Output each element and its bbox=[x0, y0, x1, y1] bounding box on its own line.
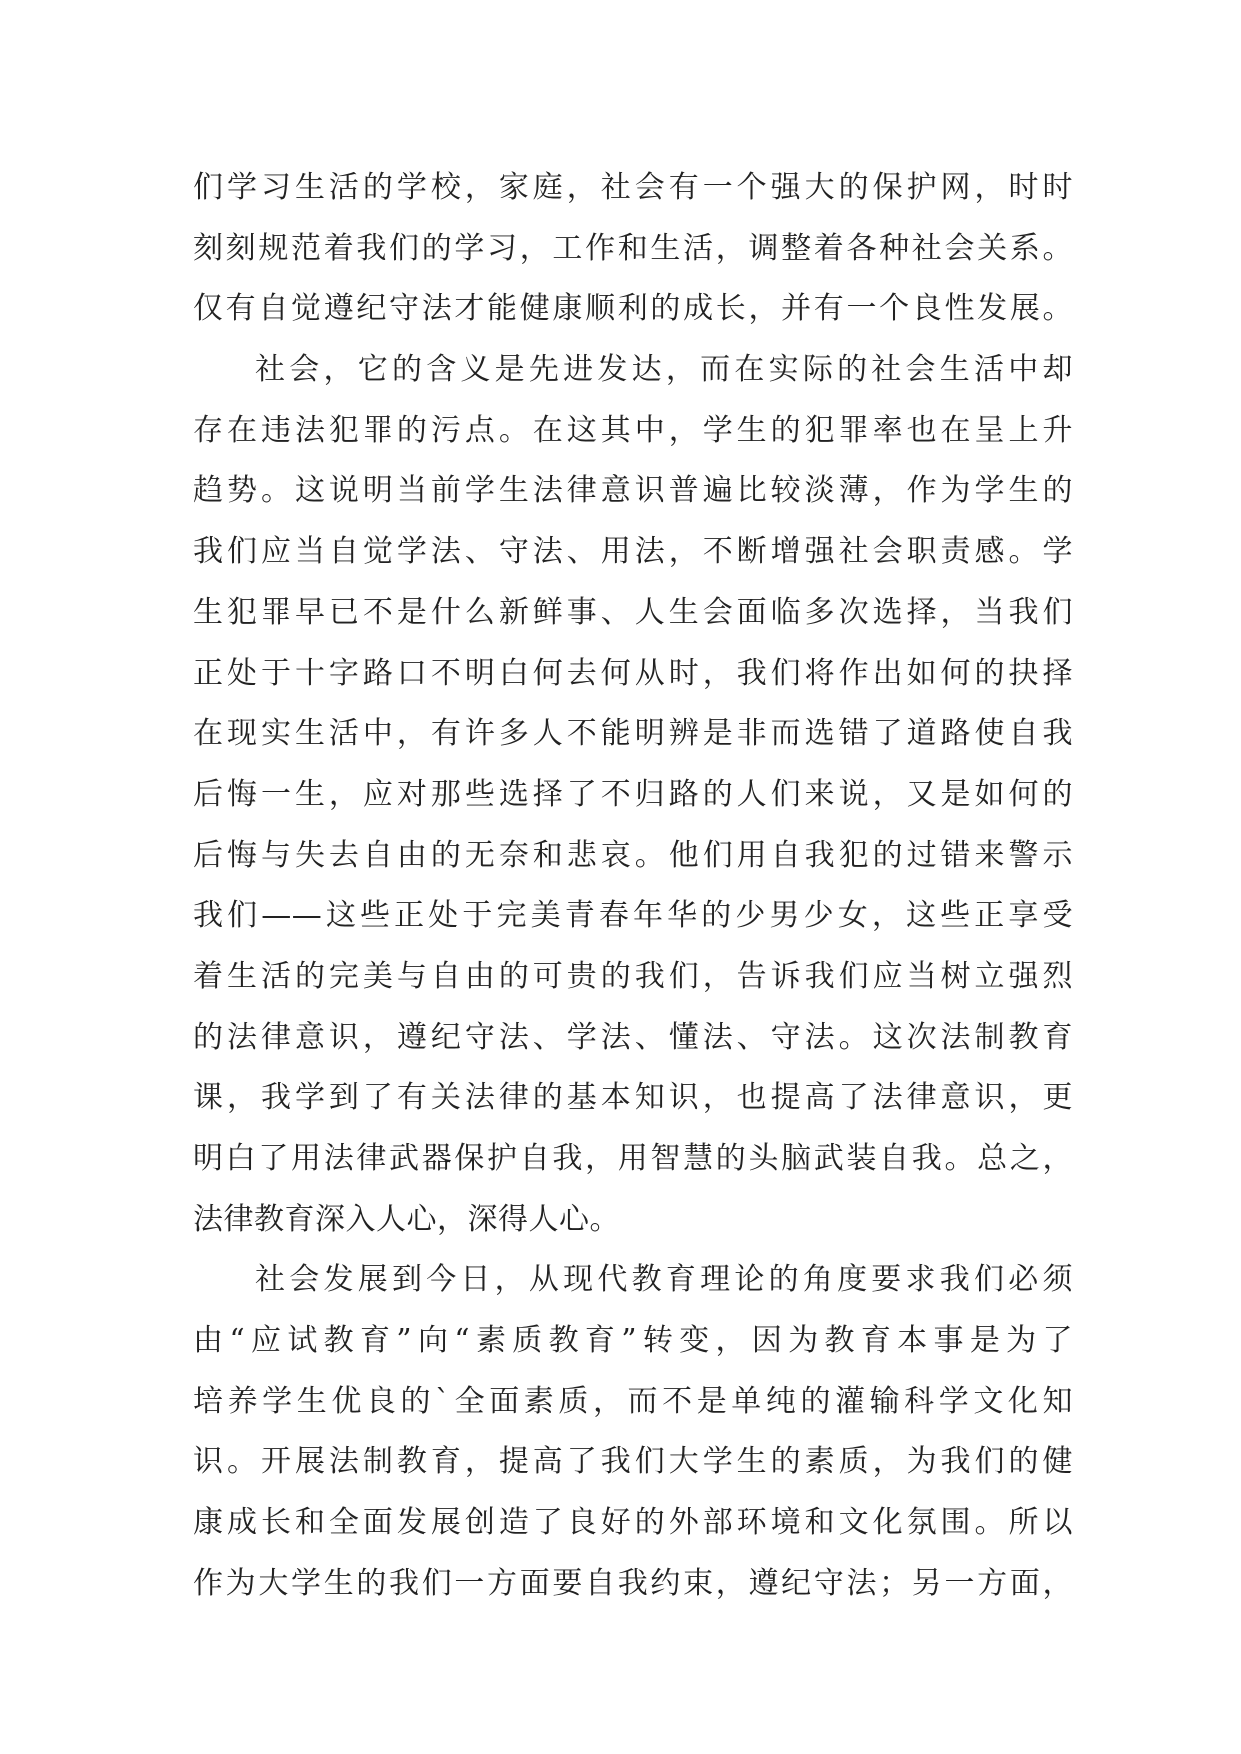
text-line: 社会发展到今日，从现代教育理论的角度要求我们必须 bbox=[255, 1262, 1073, 1298]
text-line: 的法律意识，遵纪守法、学法、懂法、守法。这次法制教育 bbox=[193, 1019, 1073, 1055]
text-line: 我们应当自觉学法、守法、用法，不断增强社会职责感。学 bbox=[193, 534, 1073, 570]
text-line: 后悔一生，应对那些选择了不归路的人们来说，又是如何的 bbox=[193, 776, 1073, 812]
text-line: 法律教育深入人心，深得人心。 bbox=[193, 1201, 620, 1237]
text-line: 社会，它的含义是先进发达，而在实际的社会生活中却 bbox=[255, 352, 1073, 388]
text-line: 正处于十字路口不明白何去何从时，我们将作出如何的抉择 bbox=[193, 655, 1073, 691]
text-line: 趋势。这说明当前学生法律意识普遍比较淡薄，作为学生的 bbox=[193, 473, 1073, 509]
body-text bbox=[193, 158, 1073, 1615]
text-line: 培养学生优良的`全面素质，而不是单纯的灌输科学文化知 bbox=[193, 1383, 1073, 1419]
text-line: 着生活的完美与自由的可贵的我们，告诉我们应当树立强烈 bbox=[193, 958, 1073, 994]
text-line: 康成长和全面发展创造了良好的外部环境和文化氛围。所以 bbox=[193, 1505, 1073, 1541]
text-line: 识。开展法制教育，提高了我们大学生的素质，为我们的健 bbox=[193, 1444, 1073, 1480]
text-line: 存在违法犯罪的污点。在这其中，学生的犯罪率也在呈上升 bbox=[193, 412, 1073, 448]
text-line: 我们——这些正处于完美青春年华的少男少女，这些正享受 bbox=[193, 898, 1073, 934]
text-line: 由“应试教育”向“素质教育”转变，因为教育本事是为了 bbox=[193, 1323, 1073, 1359]
text-line: 仅有自觉遵纪守法才能健康顺利的成长，并有一个良性发展。 bbox=[193, 291, 1073, 327]
text-line: 明白了用法律武器保护自我，用智慧的头脑武装自我。总之， bbox=[193, 1141, 1073, 1176]
text-line: 刻刻规范着我们的学习，工作和生活，调整着各种社会关系。 bbox=[193, 230, 1073, 266]
text-line: 生犯罪早已不是什么新鲜事、人生会面临多次选择，当我们 bbox=[193, 594, 1073, 630]
text-line: 作为大学生的我们一方面要自我约束，遵纪守法；另一方面， bbox=[193, 1565, 1073, 1601]
text-line: 们学习生活的学校，家庭，社会有一个强大的保护网，时时 bbox=[193, 170, 1073, 205]
text-line: 后悔与失去自由的无奈和悲哀。他们用自我犯的过错来警示 bbox=[193, 837, 1073, 873]
text-line: 在现实生活中，有许多人不能明辨是非而选错了道路使自我 bbox=[193, 716, 1073, 752]
text-line: 课，我学到了有关法律的基本知识，也提高了法律意识，更 bbox=[193, 1080, 1073, 1116]
